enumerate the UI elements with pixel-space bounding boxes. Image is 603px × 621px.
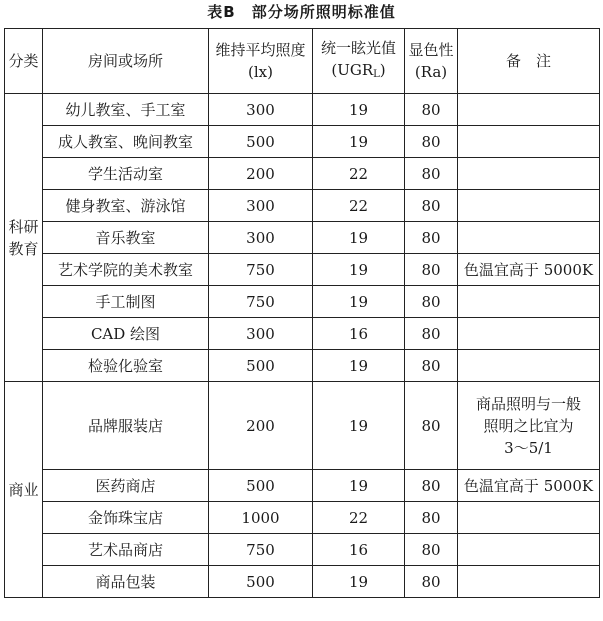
table-row <box>5 470 600 502</box>
ra-cell: 80 <box>405 286 458 318</box>
lighting-standards-table <box>4 28 600 598</box>
table-row <box>5 382 600 470</box>
table-row <box>5 286 600 318</box>
room-cell: 艺术品商店 <box>43 534 209 566</box>
ra-cell: 80 <box>405 190 458 222</box>
note-line: 照明之比宜为 <box>483 416 574 435</box>
ugr-cell: 19 <box>313 94 405 126</box>
ra-cell: 80 <box>405 382 458 470</box>
lux-cell: 200 <box>209 158 313 190</box>
header-ra <box>405 29 458 94</box>
lux-cell: 750 <box>209 254 313 286</box>
table-row <box>5 502 600 534</box>
ugr-cell: 22 <box>313 190 405 222</box>
header-ugr-post: ) <box>379 60 386 79</box>
note-cell <box>458 534 600 566</box>
ra-cell: 80 <box>405 254 458 286</box>
note-cell <box>458 94 600 126</box>
room-cell: 艺术学院的美术教室 <box>43 254 209 286</box>
room-cell: 检验化验室 <box>43 350 209 382</box>
note-cell: 色温宜高于 5000K <box>458 254 600 286</box>
note-cell <box>458 382 600 470</box>
header-ugr-line2 <box>313 59 404 86</box>
ugr-cell: 22 <box>313 158 405 190</box>
lux-cell: 750 <box>209 286 313 318</box>
note-cell <box>458 286 600 318</box>
room-cell: 幼儿教室、手工室 <box>43 94 209 126</box>
lux-cell: 300 <box>209 94 313 126</box>
header-illuminance-line1: 维持平均照度 <box>215 41 306 59</box>
lux-cell: 300 <box>209 222 313 254</box>
note-line: 3～5/1 <box>504 438 553 457</box>
table-row <box>5 94 600 126</box>
room-cell: 学生活动室 <box>43 158 209 190</box>
ugr-cell: 19 <box>313 222 405 254</box>
table-row <box>5 254 600 286</box>
ra-cell: 80 <box>405 350 458 382</box>
note-cell <box>458 190 600 222</box>
table-row <box>5 190 600 222</box>
table-row <box>5 158 600 190</box>
ra-cell: 80 <box>405 318 458 350</box>
room-cell: 医药商店 <box>43 470 209 502</box>
ra-cell: 80 <box>405 126 458 158</box>
header-ra-line1: 显色性 <box>408 41 454 59</box>
ugr-cell: 16 <box>313 534 405 566</box>
lux-cell: 750 <box>209 534 313 566</box>
table-row <box>5 318 600 350</box>
ugr-cell: 22 <box>313 502 405 534</box>
ugr-cell: 19 <box>313 382 405 470</box>
note-cell <box>458 318 600 350</box>
lux-cell: 500 <box>209 470 313 502</box>
category-line2: 教育 <box>8 239 39 258</box>
lux-cell: 500 <box>209 566 313 598</box>
header-category: 分类 <box>5 29 43 94</box>
room-cell: 健身教室、游泳馆 <box>43 190 209 222</box>
ra-cell: 80 <box>405 534 458 566</box>
note-line: 商品照明与一般 <box>475 394 581 413</box>
ugr-cell: 19 <box>313 566 405 598</box>
lux-cell: 300 <box>209 318 313 350</box>
table-row <box>5 566 600 598</box>
ugr-cell: 19 <box>313 470 405 502</box>
room-cell: 商品包装 <box>43 566 209 598</box>
ra-cell: 80 <box>405 566 458 598</box>
ra-cell: 80 <box>405 158 458 190</box>
note-cell <box>458 566 600 598</box>
header-ugr-sub: L <box>373 68 380 80</box>
header-room: 房间或场所 <box>43 29 209 94</box>
table-row <box>5 534 600 566</box>
lux-cell: 500 <box>209 350 313 382</box>
table-row <box>5 350 600 382</box>
category-cell-research-education <box>5 94 43 382</box>
header-row <box>5 29 600 94</box>
note-cell <box>458 158 600 190</box>
room-cell: 音乐教室 <box>43 222 209 254</box>
lux-cell: 300 <box>209 190 313 222</box>
room-cell: CAD 绘图 <box>43 318 209 350</box>
ra-cell: 80 <box>405 94 458 126</box>
note-cell <box>458 126 600 158</box>
note-cell <box>458 222 600 254</box>
room-cell: 品牌服装店 <box>43 382 209 470</box>
header-note: 备 注 <box>458 29 600 94</box>
header-ugr-pre: (UGR <box>331 60 374 79</box>
ugr-cell: 19 <box>313 350 405 382</box>
header-ra-line2: (Ra) <box>414 63 448 81</box>
lux-cell: 1000 <box>209 502 313 534</box>
table-row <box>5 222 600 254</box>
ugr-cell: 19 <box>313 286 405 318</box>
ra-cell: 80 <box>405 222 458 254</box>
header-ugr-line1: 统一眩光值 <box>320 38 396 57</box>
ugr-cell: 19 <box>313 254 405 286</box>
ugr-cell: 16 <box>313 318 405 350</box>
table-row <box>5 126 600 158</box>
ugr-cell: 19 <box>313 126 405 158</box>
category-line1: 科研 <box>8 217 39 236</box>
header-illuminance <box>209 29 313 94</box>
ra-cell: 80 <box>405 470 458 502</box>
header-ugr <box>313 29 405 94</box>
ra-cell: 80 <box>405 502 458 534</box>
room-cell: 成人教室、晚间教室 <box>43 126 209 158</box>
room-cell: 手工制图 <box>43 286 209 318</box>
note-cell: 色温宜高于 5000K <box>458 470 600 502</box>
header-illuminance-line2: (lx) <box>248 63 273 81</box>
room-cell: 金饰珠宝店 <box>43 502 209 534</box>
note-cell <box>458 502 600 534</box>
lux-cell: 200 <box>209 382 313 470</box>
note-cell <box>458 350 600 382</box>
category-cell-commerce: 商业 <box>5 382 43 598</box>
lux-cell: 500 <box>209 126 313 158</box>
table-title: 表B 部分场所照明标准值 <box>207 3 396 21</box>
